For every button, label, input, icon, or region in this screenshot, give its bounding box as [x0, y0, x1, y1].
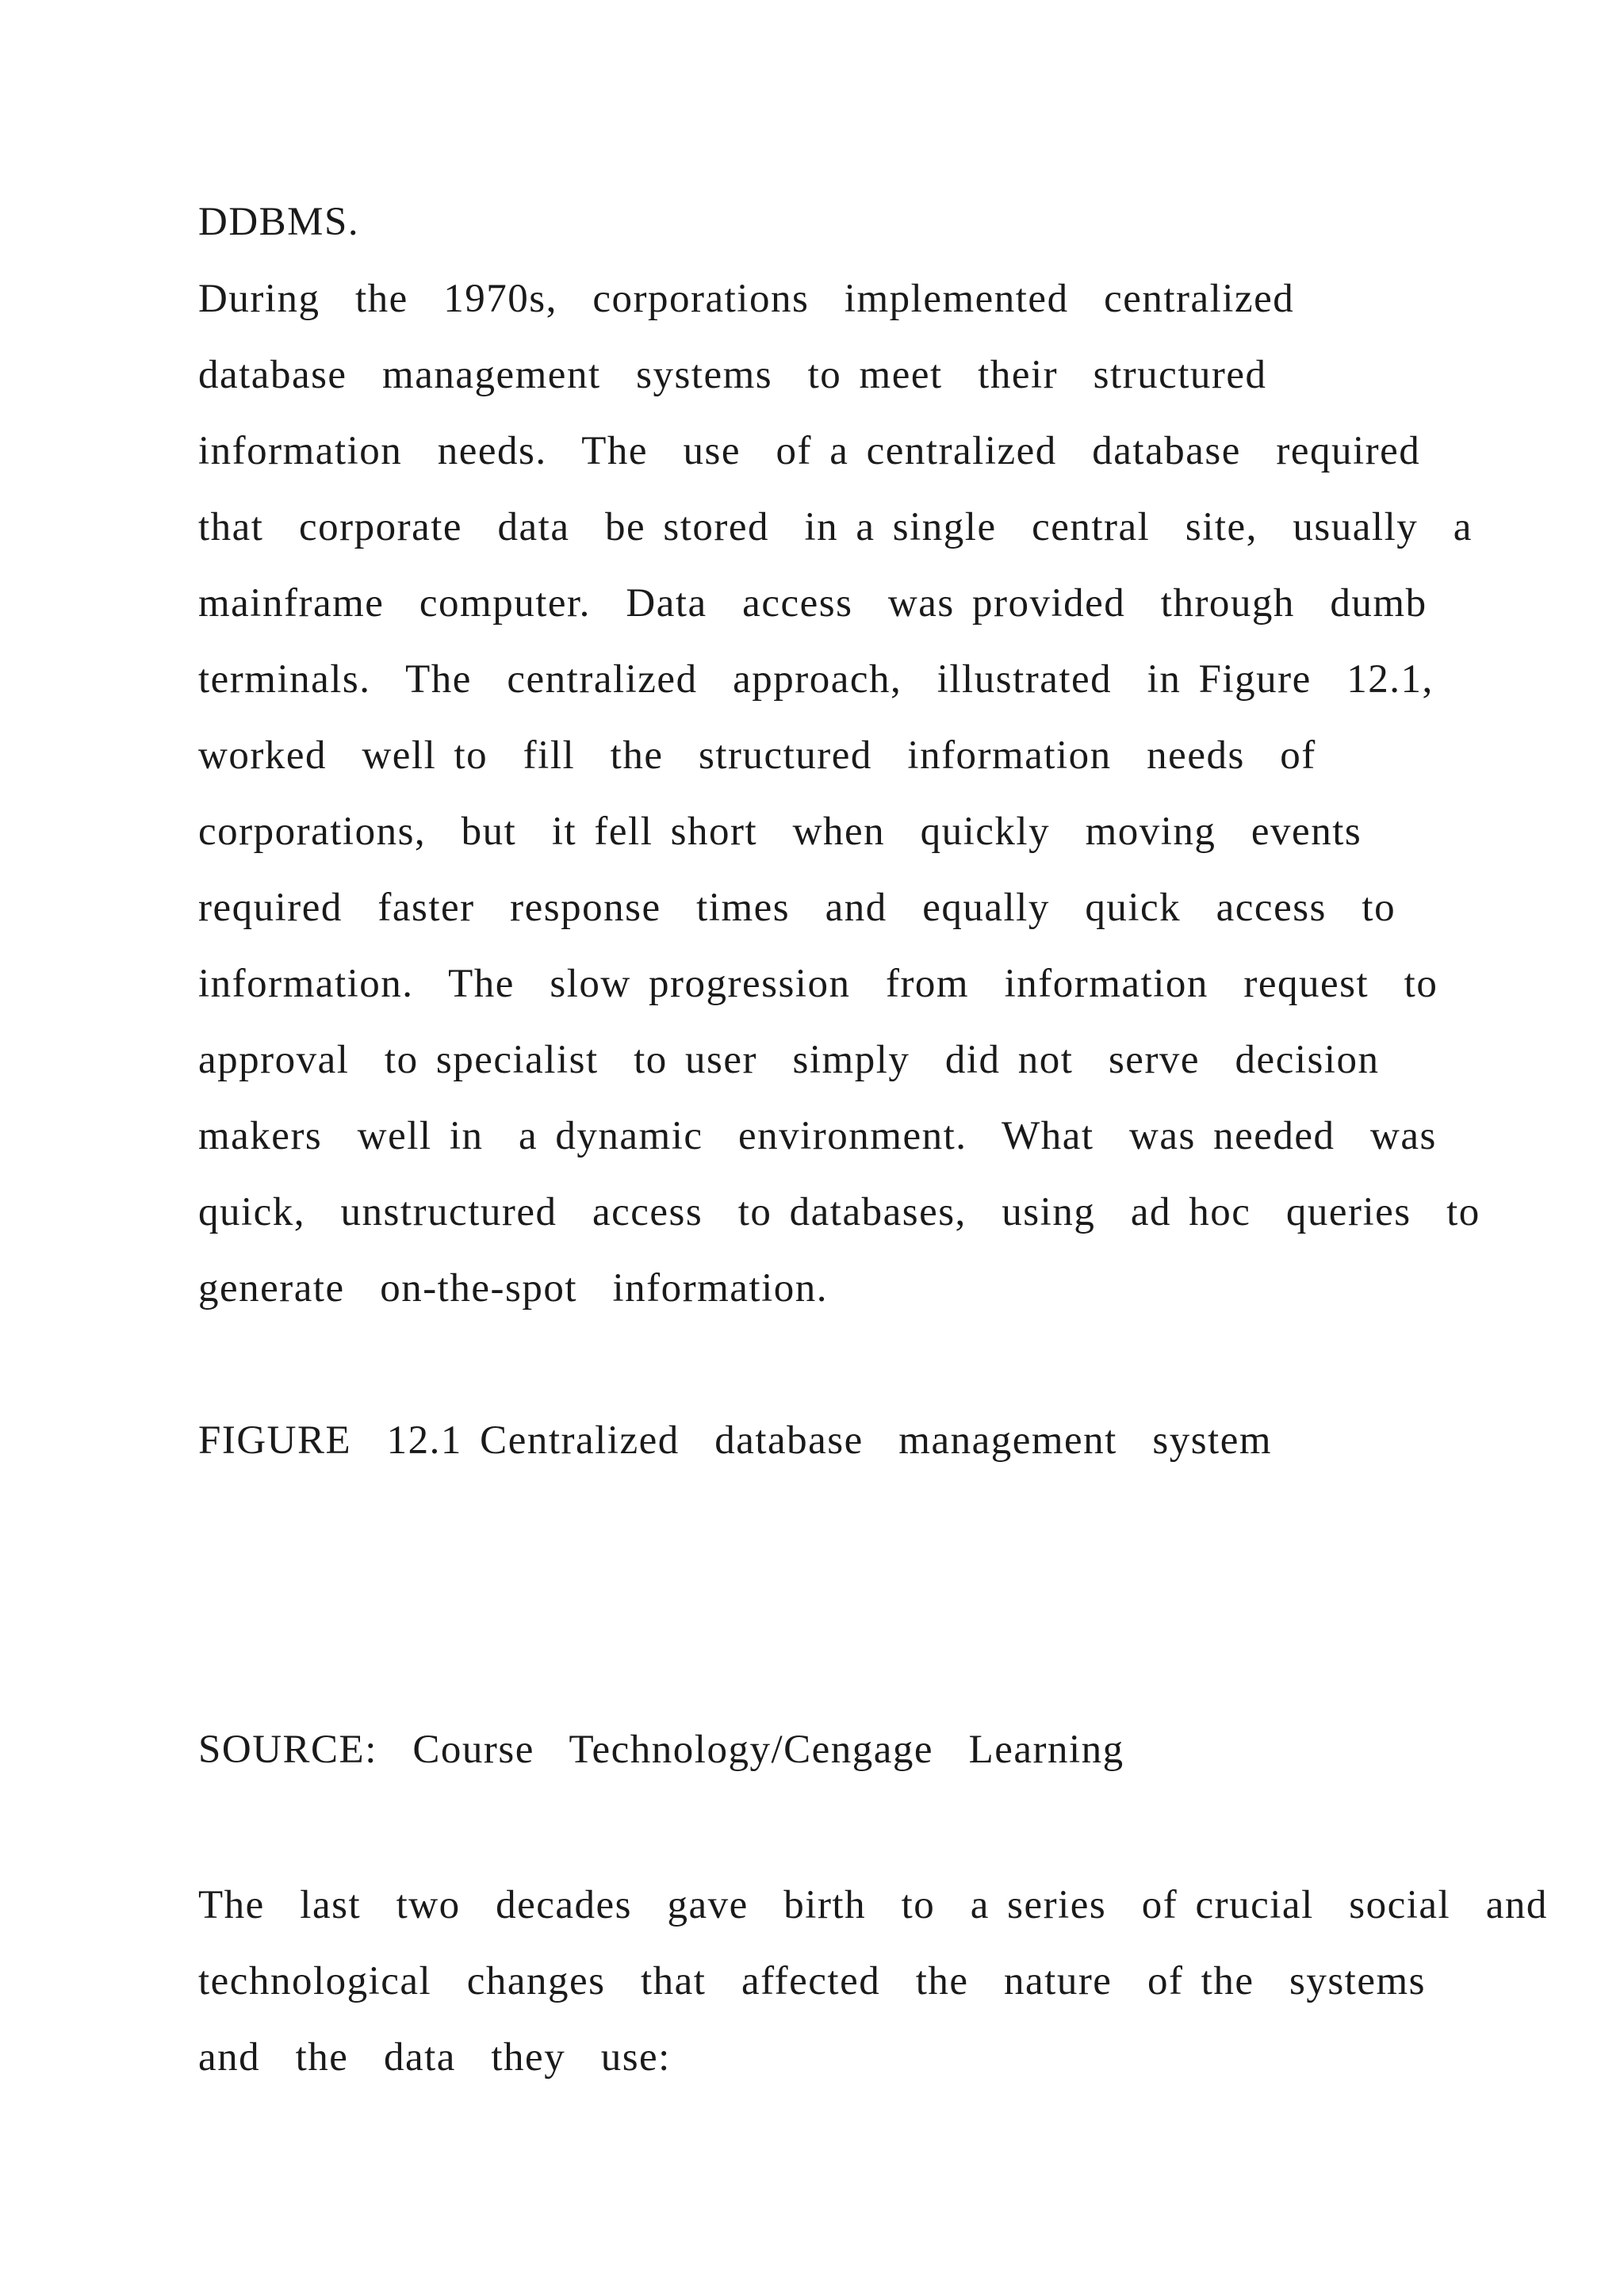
heading-fragment: DDBMS. [198, 200, 360, 244]
paragraph-line: worked well to fill the structured information needs of [198, 733, 1316, 778]
paragraph-line: required faster response times and equally quick access to [198, 886, 1396, 930]
paragraph-line: corporations, but it fell short when quickly moving events [198, 809, 1362, 854]
paragraph-line: that corporate data be stored in a single central site, usually a [198, 505, 1473, 549]
paragraph-line: and the data they use: [198, 2035, 671, 2080]
paragraph-line: information. The slow progression from information request to [198, 962, 1438, 1006]
paragraph-line: approval to specialist to user simply did not serve decision [198, 1038, 1380, 1082]
paragraph-line: mainframe computer. Data access was provided through dumb [198, 581, 1427, 626]
paragraph-line: technological changes that affected the nature of the systems [198, 1959, 1426, 2003]
paragraph-line: terminals. The centralized approach, illustrated in Figure 12.1, [198, 657, 1434, 702]
paragraph-line: generate on-the-spot information. [198, 1266, 829, 1311]
paragraph-line: quick, unstructured access to databases, using ad hoc queries to [198, 1190, 1480, 1234]
paragraph-line: information needs. The use of a centralized database required [198, 429, 1421, 473]
paragraph-line: database management systems to meet their structured [198, 353, 1267, 397]
paragraph-line: The last two decades gave birth to a series of crucial social and [198, 1883, 1548, 1927]
figure-source: SOURCE: Course Technology/Cengage Learning [198, 1728, 1124, 1772]
paragraph-line: makers well in a dynamic environment. What was needed was [198, 1114, 1437, 1158]
paragraph-line: During the 1970s, corporations implemented centralized [198, 277, 1295, 321]
figure-caption: FIGURE 12.1 Centralized database management system [198, 1418, 1273, 1463]
